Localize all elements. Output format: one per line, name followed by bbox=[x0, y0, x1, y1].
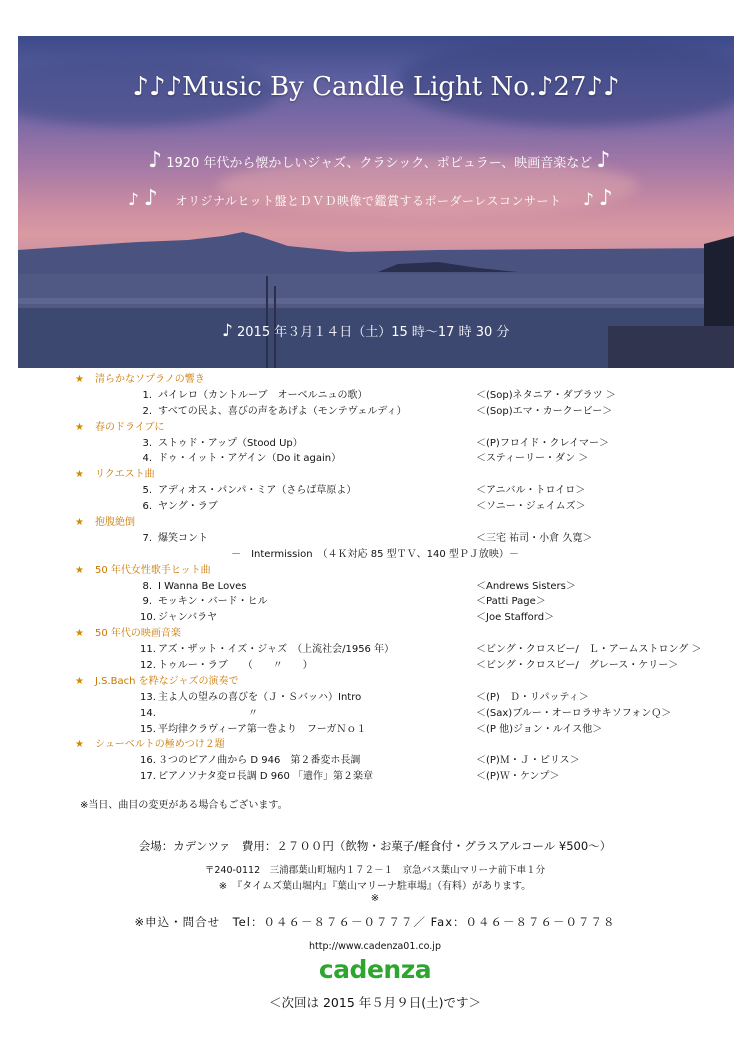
intermission-text: － Intermission （４Ｋ対応 85 型ＴＶ、140 型ＰＪ放映）－ bbox=[231, 548, 519, 560]
star-icon: ★ bbox=[75, 517, 84, 529]
hero-subtitle-1-text: 1920 年代から懐かしいジャズ、クラシック、ポピュラー、映画音楽など bbox=[166, 156, 593, 171]
item-title: トゥルー・ラブ （ 〃 ） bbox=[158, 660, 313, 672]
program-category bbox=[0, 626, 750, 642]
venue-fee: 会場：カデンツァ 費用：２７００円（飲物・お菓子/軽食付・グラスアルコール ¥500～） bbox=[138, 839, 612, 853]
music-note-icon: ♪ bbox=[222, 321, 233, 341]
item-title: アズ・ザット・イズ・ジャズ （上流社会/1956 年） bbox=[158, 644, 395, 656]
program-item bbox=[0, 499, 750, 515]
cadenza-logo: cadenza bbox=[318, 955, 432, 984]
parking-info: ※ 『タイムズ葉山堀内』『葉山マリーナ駐車場』（有料）があります。 bbox=[218, 881, 532, 892]
item-title: ３つのピアノ曲から D 946 第２番変ホ長調 bbox=[158, 755, 361, 767]
item-title: モッキン・バード・ヒル bbox=[158, 596, 268, 608]
category-label: 清らかなソプラノの響き bbox=[95, 374, 205, 385]
item-number: 4. bbox=[142, 453, 152, 465]
item-number: 12. bbox=[140, 660, 156, 672]
music-note-icon: ♪ bbox=[596, 148, 611, 173]
address: 〒240-0112 三浦郡葉山町堀内１７２－１ 京急バス葉山マリーナ前下車１分 bbox=[204, 865, 546, 876]
item-artist: ＜アニバル・トロイロ＞ bbox=[476, 485, 586, 497]
program-item bbox=[0, 594, 750, 610]
event-date bbox=[222, 321, 509, 341]
item-number: 3. bbox=[142, 437, 152, 449]
item-artist: ＜(Sax)ブルー・オーロラサキソフォンＱ＞ bbox=[476, 707, 672, 719]
item-artist: ＜(P)Ｍ・Ｊ・ピリス＞ bbox=[476, 755, 580, 767]
category-label: 50 年代の映画音楽 bbox=[95, 628, 181, 640]
program-category bbox=[0, 563, 750, 579]
item-artist: ＜(P)Ｗ・ケンプ＞ bbox=[476, 771, 560, 783]
program-item bbox=[0, 404, 750, 420]
program-category bbox=[0, 515, 750, 531]
music-note-icon: ♪ bbox=[128, 190, 140, 210]
star-icon: ★ bbox=[75, 564, 84, 576]
hero-subtitle-1 bbox=[148, 148, 610, 173]
star-icon: ★ bbox=[75, 469, 84, 481]
item-title: 爆笑コント bbox=[158, 532, 208, 544]
item-artist: ＜ビング・クロスビー/ グレース・ケリー＞ bbox=[476, 660, 679, 672]
program-item bbox=[0, 658, 750, 674]
category-label: 50 年代女性歌手ヒット曲 bbox=[95, 564, 211, 576]
item-artist: ＜ビング・クロスビー/ Ｌ・アームストロング ＞ bbox=[476, 644, 702, 656]
hero-subtitle-2 bbox=[128, 186, 613, 211]
item-title: 主よ人の望みの喜びを（Ｊ・Ｓバッハ）Intro bbox=[158, 691, 362, 703]
contact-info: ※申込・問合せ Tel：０４６－８７６－０７７７／ Fax：０４６－８７６－０７７８ bbox=[134, 915, 616, 929]
website-link[interactable]: http://www.cadenza01.co.jp bbox=[309, 941, 441, 952]
item-artist: ＜(P) Ｄ・リパッティ＞ bbox=[476, 691, 589, 703]
music-note-icon: ♪ bbox=[143, 186, 159, 211]
item-title: 平均律クラヴィーア第一巻より フーガＮｏ１ bbox=[158, 723, 367, 735]
item-number: 13. bbox=[140, 691, 156, 703]
program-item bbox=[0, 722, 750, 738]
event-title: ♪♪♪Music By Candle Light No.♪27♪♪ bbox=[132, 72, 620, 102]
star-icon: ★ bbox=[75, 421, 84, 433]
item-number: 5. bbox=[142, 485, 152, 497]
item-artist: ＜(Sop)エマ・カークービー＞ bbox=[476, 405, 613, 417]
program-item bbox=[0, 451, 750, 467]
category-label: シューベルトの極めつけ２題 bbox=[95, 739, 225, 751]
program-item bbox=[0, 642, 750, 658]
star-icon: ★ bbox=[75, 628, 84, 640]
item-artist: ＜(Sop)ネタニア・ダブラツ ＞ bbox=[476, 389, 616, 401]
program-item bbox=[0, 483, 750, 499]
item-number: 8. bbox=[142, 580, 152, 592]
item-number: 16. bbox=[140, 755, 156, 767]
item-title: ドゥ・イット・アゲイン（Do it again） bbox=[158, 453, 342, 465]
item-number: 14. bbox=[140, 707, 156, 719]
program-item bbox=[0, 769, 750, 785]
item-title: アディオス・パンパ・ミア（さらば草原よ） bbox=[158, 485, 357, 497]
program-item bbox=[0, 579, 750, 595]
category-label: 抱腹絶倒 bbox=[95, 517, 135, 529]
item-number: 9. bbox=[142, 596, 152, 608]
category-label: J.S.Bach を粋なジャズの演奏で bbox=[95, 675, 239, 687]
item-title: 〃 bbox=[158, 707, 258, 719]
item-number: 15. bbox=[140, 723, 156, 735]
item-title: ジャンバラヤ bbox=[158, 612, 218, 624]
reference-mark: ※ bbox=[370, 893, 380, 904]
item-number: 10. bbox=[140, 612, 156, 624]
item-title: I Wanna Be Loves bbox=[158, 580, 247, 592]
program-item bbox=[0, 388, 750, 404]
star-icon: ★ bbox=[75, 675, 84, 687]
item-artist: ＜三宅 祐司・小倉 久寛＞ bbox=[476, 532, 593, 544]
item-artist: ＜Andrews Sisters＞ bbox=[476, 580, 576, 592]
item-artist: ＜(P)フロイド・クレイマー＞ bbox=[476, 437, 610, 449]
item-artist: ＜スティーリー・ダン ＞ bbox=[476, 453, 589, 465]
program-item bbox=[0, 610, 750, 626]
star-icon: ★ bbox=[75, 374, 84, 385]
program-item bbox=[0, 690, 750, 706]
item-title: ストゥド・アップ（Stood Up） bbox=[158, 437, 303, 449]
item-number: 7. bbox=[142, 532, 152, 544]
program-category bbox=[0, 372, 750, 388]
item-artist: ＜ソニー・ジェイムズ＞ bbox=[476, 501, 586, 513]
item-artist: ＜Joe Stafford＞ bbox=[476, 612, 555, 624]
item-artist: ＜(P 他)ジョン・ルイス他＞ bbox=[476, 723, 603, 735]
item-artist: ＜Patti Page＞ bbox=[476, 596, 546, 608]
program-item bbox=[0, 706, 750, 722]
item-number: 11. bbox=[140, 644, 156, 656]
item-title: ヤング・ラブ bbox=[158, 501, 218, 513]
item-number: 1. bbox=[142, 389, 152, 401]
item-title: ピアノソナタ変ロ長調 D 960 「遺作」第２楽章 bbox=[158, 771, 374, 783]
program-item bbox=[0, 436, 750, 452]
item-title: パイレロ（カントルーブ オーベルニュの歌） bbox=[158, 389, 368, 401]
program-item bbox=[0, 753, 750, 769]
music-note-icon: ♪ bbox=[598, 186, 614, 211]
program-list bbox=[0, 372, 750, 785]
hero-subtitle-2-text: オリジナルヒット盤とＤＶＤ映像で鑑賞するボーダーレスコンサート bbox=[175, 194, 562, 208]
category-label: リクエスト曲 bbox=[95, 469, 155, 481]
item-number: 6. bbox=[142, 501, 152, 513]
event-date-text: 2015 年３月１４日（土）15 時～17 時 30 分 bbox=[237, 325, 510, 340]
music-note-icon: ♪ bbox=[583, 190, 595, 210]
program-category bbox=[0, 420, 750, 436]
star-icon: ★ bbox=[75, 739, 84, 751]
program-category bbox=[0, 467, 750, 483]
hero-banner bbox=[18, 36, 734, 368]
program-category bbox=[0, 674, 750, 690]
change-notice: ※当日、曲目の変更がある場合もございます。 bbox=[80, 800, 288, 811]
item-number: 17. bbox=[140, 771, 156, 783]
item-number: 2. bbox=[142, 405, 152, 417]
item-title: すべての民よ、喜びの声をあげよ（モンテヴェルディ） bbox=[158, 405, 407, 417]
program-category bbox=[0, 737, 750, 753]
intermission bbox=[0, 547, 750, 563]
music-note-icon: ♪ bbox=[148, 148, 163, 173]
category-label: 春のドライブに bbox=[95, 421, 165, 433]
program-item bbox=[0, 531, 750, 547]
next-event: ＜次回は 2015 年５月９日(土)です＞ bbox=[268, 995, 481, 1010]
